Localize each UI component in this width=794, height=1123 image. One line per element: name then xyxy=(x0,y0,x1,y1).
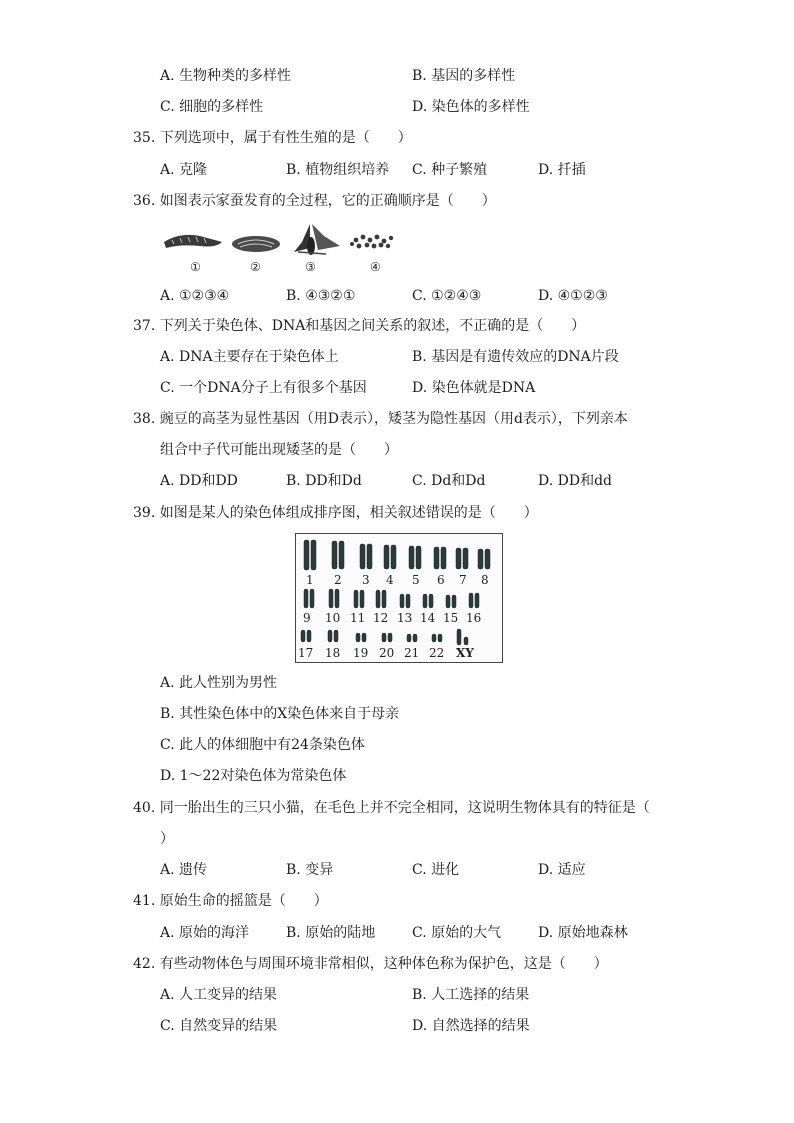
silkworm-lifecycle-figure xyxy=(160,222,400,274)
q38-option-c: C. Dd和Dd xyxy=(412,473,486,489)
q34-options-row-1 xyxy=(160,66,680,86)
q40-option-c: C. 进化 xyxy=(412,862,460,878)
karyotype-label-9: 9 xyxy=(303,611,311,625)
q40-option-d: D. 适应 xyxy=(538,862,586,878)
karyotype-label-2: 2 xyxy=(334,573,342,587)
q37-option-a: A. DNA主要存在于染色体上 xyxy=(160,349,339,365)
q42-option-b: B. 人工选择的结果 xyxy=(412,987,530,1003)
figure-label-4: ④ xyxy=(370,260,381,274)
q34-options-row-2 xyxy=(160,97,680,117)
karyotype-label-21: 21 xyxy=(404,646,420,660)
karyotype-label-16: 16 xyxy=(466,611,482,625)
q37-stem: 37. 下列关于染色体、DNA和基因之间关系的叙述，不正确的是（ ） xyxy=(133,318,586,334)
q34-option-c: C. 细胞的多样性 xyxy=(160,99,264,115)
q36-option-d: D. ④①②③ xyxy=(538,288,608,304)
karyotype-chromosomes xyxy=(296,534,502,662)
q40-option-a: A. 遗传 xyxy=(160,862,208,878)
karyotype-label-13: 13 xyxy=(397,611,413,625)
karyotype-label-7: 7 xyxy=(459,573,467,587)
q38-stem-line-1: 38. 豌豆的高茎为显性基因（用D表示），矮茎为隐性基因（用d表示），下列亲本 xyxy=(133,411,628,427)
q35-option-b: B. 植物组织培养 xyxy=(286,162,390,178)
karyotype-label-14: 14 xyxy=(420,611,436,625)
q39-stem: 39. 如图是某人的染色体组成排序图，相关叙述错误的是（ ） xyxy=(133,505,538,521)
q41-option-b: B. 原始的陆地 xyxy=(286,925,376,941)
q35-options xyxy=(160,160,680,180)
q42-stem: 42. 有些动物体色与周围环境非常相似，这种体色称为保护色，这是（ ） xyxy=(133,956,608,972)
q38-option-b: B. DD和Dd xyxy=(286,473,362,489)
q37-options-row-1 xyxy=(160,347,680,367)
figure-label-1: ① xyxy=(190,260,201,274)
q34-option-d: D. 染色体的多样性 xyxy=(412,99,530,115)
q40-options xyxy=(160,860,680,880)
q35-option-c: C. 种子繁殖 xyxy=(412,162,488,178)
karyotype-label-19: 19 xyxy=(353,646,369,660)
q35-option-a: A. 克隆 xyxy=(160,162,208,178)
karyotype-label-5: 5 xyxy=(412,573,420,587)
q41-option-c: C. 原始的大气 xyxy=(412,925,502,941)
karyotype-label-12: 12 xyxy=(373,611,389,625)
q42-options-row-2 xyxy=(160,1016,680,1036)
q40-stem-line-2: ） xyxy=(160,831,174,847)
q36-options xyxy=(160,286,680,306)
moth-wing-right xyxy=(312,224,340,250)
figure-label-3: ③ xyxy=(305,260,316,274)
karyotype-label-11: 11 xyxy=(350,611,366,625)
karyotype-label-17: 17 xyxy=(298,646,314,660)
karyotype-label-3: 3 xyxy=(362,573,370,587)
karyotype-label-8: 8 xyxy=(481,573,489,587)
karyotype-label-xy: XY xyxy=(456,646,474,660)
karyotype-label-6: 6 xyxy=(437,573,445,587)
q34-option-b: B. 基因的多样性 xyxy=(412,68,516,84)
karyotype-label-15: 15 xyxy=(443,611,459,625)
q41-options xyxy=(160,923,680,943)
q40-stem-line-1: 40. 同一胎出生的三只小猫，在毛色上并不完全相同，这说明生物体具有的特征是（ xyxy=(133,800,650,816)
q38-options xyxy=(160,471,680,491)
q35-option-d: D. 扦插 xyxy=(538,162,586,178)
karyotype-label-20: 20 xyxy=(379,646,395,660)
eggs-cluster xyxy=(350,235,393,249)
q41-option-d: D. 原始地森林 xyxy=(538,925,628,941)
q40-option-b: B. 变异 xyxy=(286,862,334,878)
q37-options-row-2 xyxy=(160,378,680,398)
q37-option-b: B. 基因是有遗传效应的DNA片段 xyxy=(412,349,619,365)
q42-option-d: D. 自然选择的结果 xyxy=(412,1018,530,1034)
karyotype-label-18: 18 xyxy=(325,646,341,660)
q38-option-a: A. DD和DD xyxy=(160,473,238,489)
q42-option-a: A. 人工变异的结果 xyxy=(160,987,278,1003)
karyotype-label-4: 4 xyxy=(386,573,394,587)
q36-stem: 36. 如图表示家蚕发育的全过程，它的正确顺序是（ ） xyxy=(133,193,496,209)
q37-option-c: C. 一个DNA分子上有很多个基因 xyxy=(160,380,367,396)
karyotype-label-1: 1 xyxy=(306,573,314,587)
q42-option-c: C. 自然变异的结果 xyxy=(160,1018,278,1034)
q39-option-d: D. 1～22对染色体为常染色体 xyxy=(160,768,347,784)
q36-option-a: A. ①②③④ xyxy=(160,288,230,304)
karyotype-label-22: 22 xyxy=(429,646,445,660)
q36-option-b: B. ④③②① xyxy=(286,288,356,304)
q39-option-b: B. 其性染色体中的X染色体来自于母亲 xyxy=(160,706,400,722)
figure-label-2: ② xyxy=(250,260,261,274)
q34-option-a: A. 生物种类的多样性 xyxy=(160,68,292,84)
q41-stem: 41. 原始生命的摇篮是（ ） xyxy=(133,893,328,909)
q38-stem-line-2: 组合中子代可能出现矮茎的是（ ） xyxy=(160,442,398,458)
q42-options-row-1 xyxy=(160,985,680,1005)
q37-option-d: D. 染色体就是DNA xyxy=(412,380,536,396)
karyotype-figure xyxy=(295,533,503,663)
q36-option-c: C. ①②④③ xyxy=(412,288,482,304)
karyotype-label-10: 10 xyxy=(325,611,341,625)
q39-option-a: A. 此人性别为男性 xyxy=(160,675,278,691)
q35-stem: 35. 下列选项中，属于有性生殖的是（ ） xyxy=(133,130,412,146)
q41-option-a: A. 原始的海洋 xyxy=(160,925,250,941)
q38-option-d: D. DD和dd xyxy=(538,473,612,489)
q39-option-c: C. 此人的体细胞中有24条染色体 xyxy=(160,737,365,753)
